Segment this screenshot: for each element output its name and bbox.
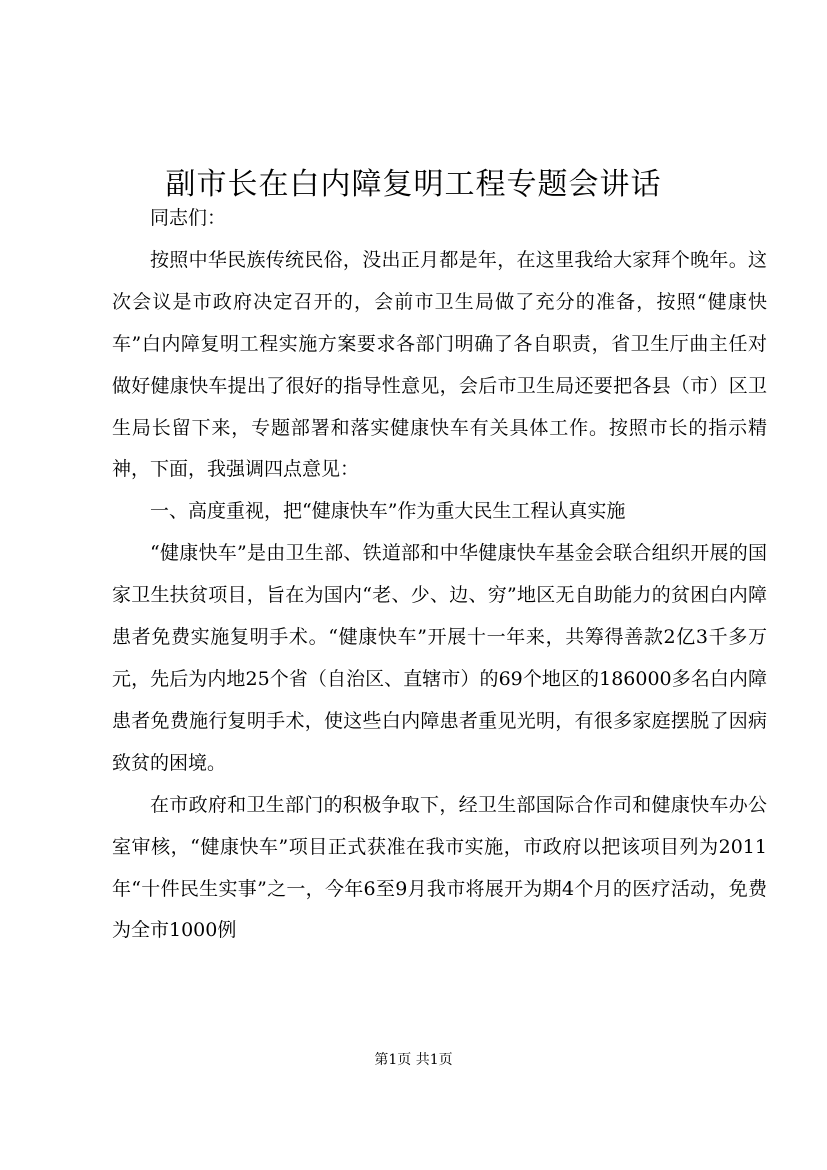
document-title: 副市长在白内障复明工程专题会讲话 [165,167,662,203]
paragraph-background: “健康快车”是由卫生部、铁道部和中华健康快车基金会联合组织开展的国家卫生扶贫项目，旨在为国内“老、少、边、穷”地区无自助能力的贫困白内障患者免费实施复明手术。“健康快车”开展十一年来，共筹得善款2亿3千多万元，先后为内地25个省（自治区、直辖市）的69个地区的186000多名白内障患者免费施行复明手术，使这些白内障患者重见光明，有很多家庭摆脱了因病致贫的困境。 [112,542,767,774]
paragraph-local-implementation: 在市政府和卫生部门的积极争取下，经卫生部国际合作司和健康快车办公室审核，“健康快车”项目正式获准在我市实施，市政府以把该项目列为2011年“十件民生实事”之一，今年6至9月我市将展开为期4个月的医疗活动，免费为全市1000例 [112,793,767,942]
paragraph-intro: 按照中华民族传统民俗，没出正月都是年，在这里我给大家拜个晚年。这次会议是市政府决定召开的，会前市卫生局做了充分的准备，按照“健康快车”白内障复明工程实施方案要求各部门明确了各自职责，省卫生厅曲主任对做好健康快车提出了很好的指导性意见，会后市卫生局还要把各县（市）区卫生局长留下来，专题部署和落实健康快车有关具体工作。按照市长的指示精神，下面，我强调四点意见： [112,248,767,481]
paragraph-greeting: 同志们： [150,207,227,229]
page-footer: 第1页 共1页 [374,1052,453,1068]
section-heading: 一、高度重视，把“健康快车”作为重大民生工程认真实施 [150,500,626,523]
document-body [112,198,767,952]
